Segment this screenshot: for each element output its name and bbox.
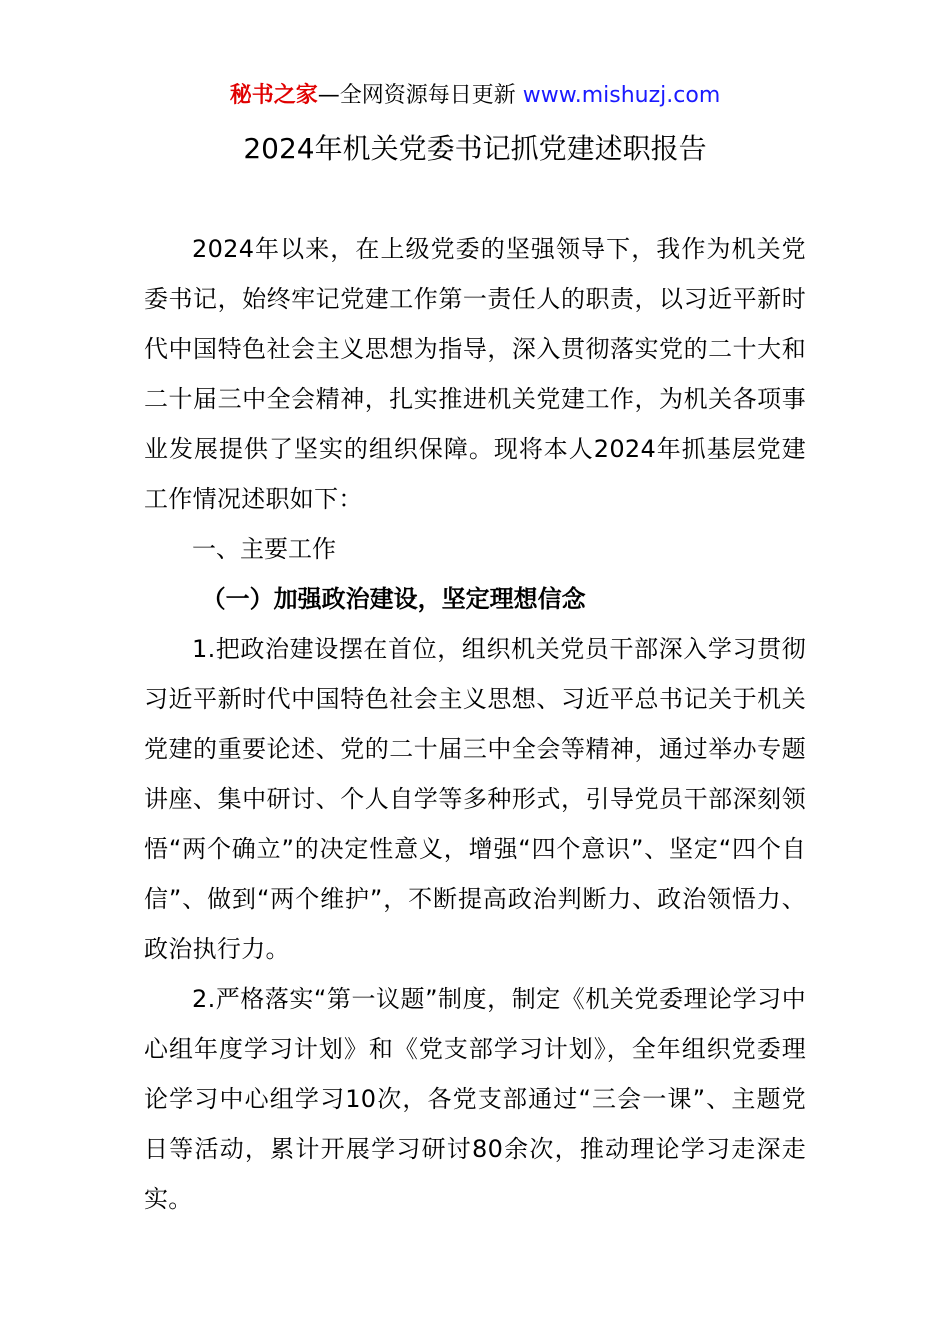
document-body [144, 224, 806, 1224]
brand-name: 秘书之家 [229, 83, 318, 108]
document-title: 2024年机关党委书记抓党建述职报告 [243, 132, 707, 165]
section-heading: 一、主要工作 [192, 535, 336, 563]
site-header [0, 80, 950, 112]
item-2-paragraph: 2.严格落实“第一议题”制度，制定《机关党委理论学习中心组年度学习计划》和《党支部学习计划》，全年组织党委理论学习中心组学习10次，各党支部通过“三会一课”、主题党日等活动，累计开展学习研讨80余次，推动理论学习走深走实。 [144, 985, 806, 1213]
header-tagline: —全网资源每日更新 [317, 83, 523, 108]
site-url-link[interactable]: www.mishuzj.com [522, 83, 721, 108]
intro-paragraph: 2024年以来，在上级党委的坚强领导下，我作为机关党委书记，始终牢记党建工作第一责任人的职责，以习近平新时代中国特色社会主义思想为指导，深入贯彻落实党的二十大和二十届三中全会精神，扎实推进机关党建工作，为机关各项事业发展提供了坚实的组织保障。现将本人2024年抓基层党建工作情况述职如下： [144, 235, 806, 513]
item-1-paragraph: 1.把政治建设摆在首位，组织机关党员干部深入学习贯彻习近平新时代中国特色社会主义思想、习近平总书记关于机关党建的重要论述、党的二十届三中全会等精神，通过举办专题讲座、集中研讨、个人自学等多种形式，引导党员干部深刻领悟“两个确立”的决定性意义，增强“四个意识”、坚定“四个自信”、做到“两个维护”，不断提高政治判断力、政治领悟力、政治执行力。 [144, 635, 806, 963]
subsection-heading: （一）加强政治建设，坚定理想信念 [201, 585, 586, 613]
